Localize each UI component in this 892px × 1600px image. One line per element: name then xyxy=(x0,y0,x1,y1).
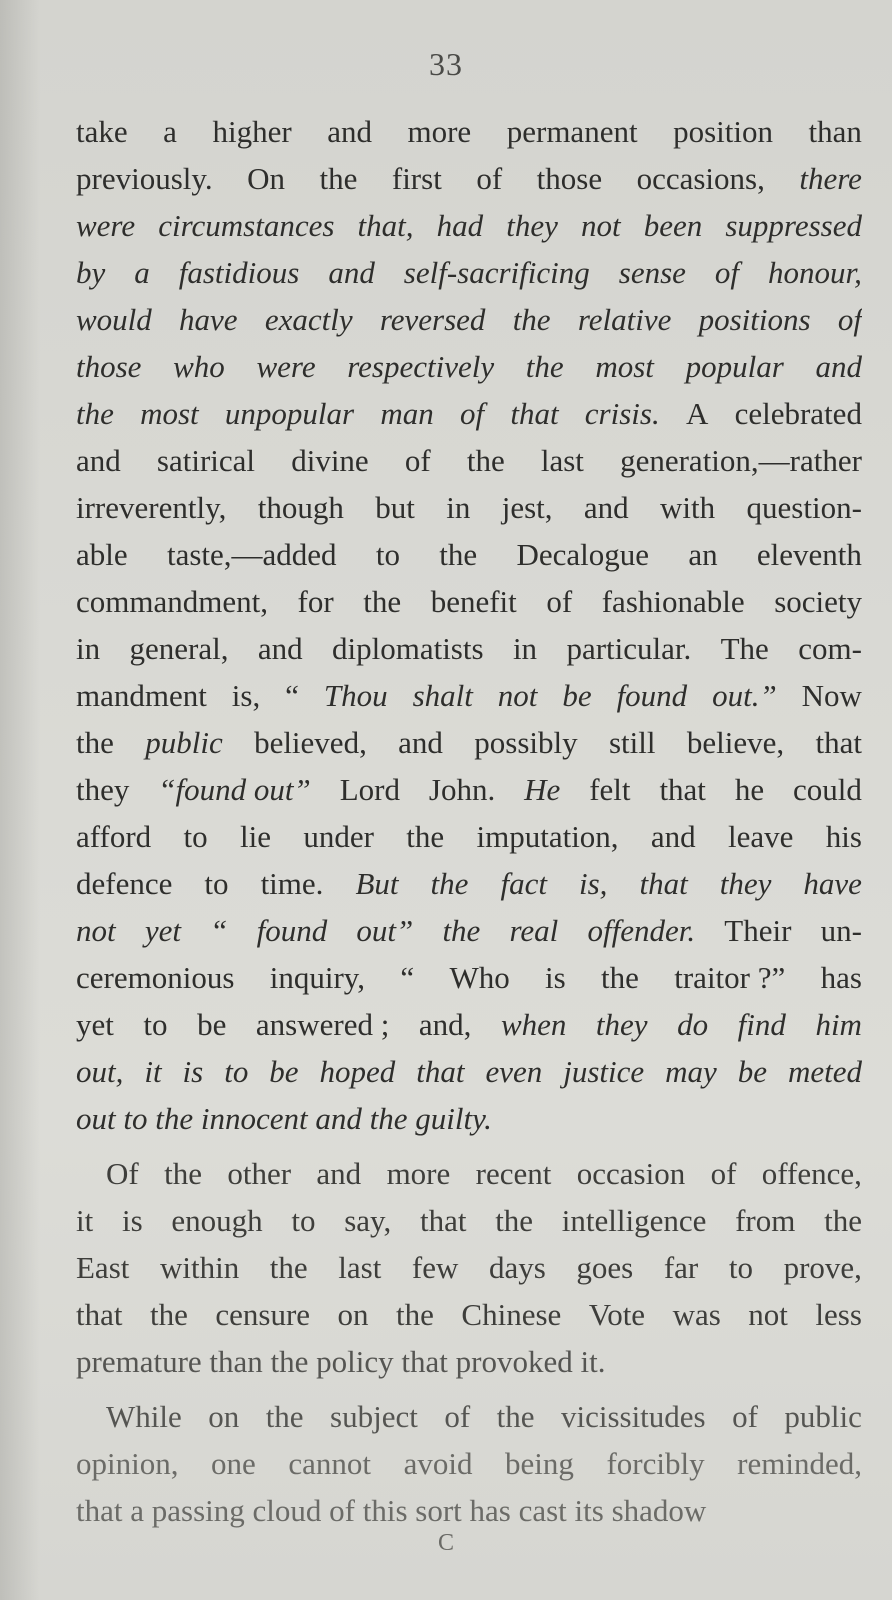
word: than xyxy=(808,114,862,149)
paragraph-gap xyxy=(76,1385,862,1393)
word: and xyxy=(398,725,443,760)
word: popular xyxy=(685,349,784,384)
word: under xyxy=(303,819,374,854)
word: do xyxy=(677,1007,709,1042)
word: Their xyxy=(724,913,792,948)
word: irreverently, xyxy=(76,490,227,525)
word: last xyxy=(540,443,584,478)
word: far xyxy=(663,1250,699,1285)
word: to xyxy=(143,1007,168,1042)
word: opinion, xyxy=(76,1446,179,1481)
word: cast xyxy=(518,1493,567,1528)
word: and xyxy=(76,443,121,478)
word: have xyxy=(803,866,862,901)
word: suppressed xyxy=(725,208,862,243)
word: they xyxy=(506,208,558,243)
text-line xyxy=(76,1095,862,1142)
word: self-sacrificing xyxy=(403,255,590,290)
word: generation,—rather xyxy=(620,443,862,478)
word: public xyxy=(145,725,223,760)
word: the xyxy=(496,1399,535,1434)
word: prove, xyxy=(783,1250,862,1285)
word: traitor ?” xyxy=(674,960,786,995)
word: have xyxy=(179,302,238,337)
word: recent xyxy=(475,1156,552,1191)
word: He xyxy=(524,772,561,807)
word: able xyxy=(76,537,128,572)
word: that xyxy=(419,1203,467,1238)
word: still xyxy=(608,725,656,760)
word: innocent xyxy=(200,1101,308,1136)
word: “ xyxy=(285,678,299,713)
word: is, xyxy=(231,678,261,713)
word: he xyxy=(734,772,765,807)
word: East xyxy=(76,1250,130,1285)
word: the xyxy=(270,1344,309,1379)
word: of xyxy=(404,443,431,478)
word: defence xyxy=(76,866,173,901)
word: sort xyxy=(415,1493,462,1528)
word: provoked xyxy=(455,1344,573,1379)
word: afford xyxy=(76,819,152,854)
word: fastidious xyxy=(178,255,300,290)
word: and xyxy=(815,349,862,384)
word: and xyxy=(328,255,375,290)
text-line xyxy=(76,1440,862,1487)
word: out” xyxy=(356,913,414,948)
word: the xyxy=(442,913,481,948)
word: within xyxy=(159,1250,240,1285)
word: in xyxy=(446,490,471,525)
word: to xyxy=(291,1203,316,1238)
word: the xyxy=(601,960,639,995)
word: those xyxy=(536,161,603,196)
word: and xyxy=(316,1156,362,1191)
word: this xyxy=(362,1493,408,1528)
word: be xyxy=(562,678,592,713)
word: would xyxy=(76,302,152,337)
word: and xyxy=(327,114,372,149)
text-line xyxy=(76,296,862,343)
word: believed, xyxy=(254,725,367,760)
word: the xyxy=(164,1156,202,1191)
word: satirical xyxy=(156,443,256,478)
word: less xyxy=(815,1297,862,1332)
word: “ xyxy=(400,960,415,995)
word: ceremonious xyxy=(76,960,235,995)
word: in xyxy=(512,631,538,666)
text-line xyxy=(76,813,862,860)
word: be xyxy=(197,1007,227,1042)
word: few xyxy=(411,1250,459,1285)
word: reversed xyxy=(379,302,486,337)
word: believe, xyxy=(686,725,785,760)
word: taste,—added xyxy=(166,537,337,572)
text-line xyxy=(76,1291,862,1338)
word: the xyxy=(495,1203,534,1238)
text-line xyxy=(76,343,862,390)
word: of xyxy=(710,1156,737,1191)
word: reminded, xyxy=(737,1446,862,1481)
word: out xyxy=(76,1101,116,1136)
word: the xyxy=(269,1250,308,1285)
word: to xyxy=(728,1250,753,1285)
word: Thou xyxy=(323,678,388,713)
word: On xyxy=(247,161,285,196)
word: but xyxy=(375,490,415,525)
word: intelligence xyxy=(561,1203,707,1238)
word: that xyxy=(416,1054,465,1089)
word: “ xyxy=(210,913,228,948)
signature-mark: C xyxy=(437,1530,454,1556)
word: it. xyxy=(580,1344,606,1379)
word: of xyxy=(837,302,862,337)
word: that xyxy=(76,1493,123,1528)
word: Vote xyxy=(588,1297,646,1332)
word: jest, xyxy=(501,490,553,525)
word: the xyxy=(265,1399,304,1434)
text-line xyxy=(76,390,862,437)
word: vicissitudes xyxy=(560,1399,706,1434)
word: its xyxy=(574,1493,604,1528)
text-line xyxy=(76,1244,862,1291)
word: him xyxy=(815,1007,862,1042)
word: occasion xyxy=(576,1156,686,1191)
word: the xyxy=(439,537,478,572)
word: hoped xyxy=(319,1054,396,1089)
word: policy xyxy=(316,1344,394,1379)
word: they xyxy=(76,772,130,807)
word: respectively xyxy=(347,349,495,384)
word: of xyxy=(546,584,573,619)
word: higher xyxy=(212,114,292,149)
word: society xyxy=(774,584,862,619)
word: shalt xyxy=(412,678,473,713)
word: they xyxy=(595,1007,648,1042)
word: passing xyxy=(151,1493,245,1528)
word: it xyxy=(144,1054,162,1089)
word: than xyxy=(209,1344,263,1379)
word: not xyxy=(748,1297,788,1332)
word: offender. xyxy=(587,913,696,948)
word: has xyxy=(469,1493,511,1528)
word: the xyxy=(155,1101,194,1136)
word: offence, xyxy=(761,1156,862,1191)
word: Who xyxy=(449,960,510,995)
word: not xyxy=(497,678,538,713)
word: is xyxy=(545,960,566,995)
text-line xyxy=(76,108,862,155)
word: the xyxy=(369,1101,408,1136)
word: could xyxy=(793,772,862,807)
word: one xyxy=(211,1446,256,1481)
word: and xyxy=(650,819,696,854)
word: of xyxy=(459,396,485,431)
word: Decalogue xyxy=(516,537,650,572)
word: guilty. xyxy=(415,1101,492,1136)
word: was xyxy=(672,1297,721,1332)
word: and, xyxy=(418,1007,472,1042)
word: question- xyxy=(746,490,862,525)
word: real xyxy=(509,913,559,948)
word: diplomatists xyxy=(331,631,484,666)
word: answered ; xyxy=(255,1007,390,1042)
word: other xyxy=(227,1156,292,1191)
word: the xyxy=(363,584,402,619)
paragraph-gap xyxy=(76,1142,862,1150)
word: eleventh xyxy=(756,537,862,572)
word: enough xyxy=(171,1203,263,1238)
word: out.” xyxy=(712,678,777,713)
word: occasions, xyxy=(636,161,765,196)
text-line xyxy=(76,155,862,202)
word: the xyxy=(76,396,114,431)
word: of xyxy=(444,1399,471,1434)
word: to xyxy=(123,1101,148,1136)
word: most xyxy=(595,349,654,384)
word: may xyxy=(665,1054,717,1089)
word: a xyxy=(130,1493,145,1528)
word: justice xyxy=(563,1054,645,1089)
word: the xyxy=(512,302,551,337)
word: crisis. xyxy=(584,396,660,431)
word: unpopular xyxy=(224,396,355,431)
word: from xyxy=(735,1203,796,1238)
word: the xyxy=(406,819,445,854)
word: to xyxy=(375,537,400,572)
word: sense xyxy=(618,255,686,290)
word: is xyxy=(121,1203,143,1238)
word: shadow xyxy=(611,1493,707,1528)
word: by xyxy=(76,255,106,290)
word: to xyxy=(204,866,229,901)
word: an xyxy=(688,537,718,572)
word: yet xyxy=(144,913,181,948)
word: been xyxy=(643,208,703,243)
text-line xyxy=(76,1487,862,1534)
word: on xyxy=(208,1399,240,1434)
word: the xyxy=(319,161,358,196)
word: take xyxy=(76,114,128,149)
word: that xyxy=(815,725,862,760)
word: felt xyxy=(589,772,631,807)
word: goes xyxy=(576,1250,634,1285)
text-line xyxy=(76,954,862,1001)
word: is, xyxy=(578,866,608,901)
word: meted xyxy=(787,1054,862,1089)
word: for xyxy=(297,584,334,619)
word: those xyxy=(76,349,142,384)
text-line xyxy=(76,578,862,625)
word: yet xyxy=(76,1007,114,1042)
text-line xyxy=(76,1393,862,1440)
word: had xyxy=(436,208,484,243)
word: the xyxy=(430,866,469,901)
word: honour, xyxy=(768,255,862,290)
word: censure xyxy=(215,1297,311,1332)
page-gutter-shadow xyxy=(0,0,40,1600)
word: John. xyxy=(428,772,496,807)
word: found xyxy=(256,913,328,948)
text-line xyxy=(76,202,862,249)
word: and xyxy=(583,490,629,525)
word: circumstances xyxy=(158,208,335,243)
word: A xyxy=(685,396,709,431)
text-line xyxy=(76,860,862,907)
word: possibly xyxy=(474,725,578,760)
word: position xyxy=(673,114,773,149)
text-line xyxy=(76,1150,862,1197)
text-line xyxy=(76,249,862,296)
word: The xyxy=(720,631,769,666)
word: cannot xyxy=(288,1446,372,1481)
word: say, xyxy=(344,1203,392,1238)
word: “found out” xyxy=(158,772,311,807)
word: lie xyxy=(239,819,271,854)
word: But xyxy=(355,866,399,901)
word: fashionable xyxy=(601,584,745,619)
word: the xyxy=(396,1297,434,1332)
word: it xyxy=(76,1203,94,1238)
text-line xyxy=(76,907,862,954)
word: forcibly xyxy=(606,1446,705,1481)
word: when xyxy=(500,1007,567,1042)
word: out, xyxy=(76,1054,124,1089)
word: were xyxy=(256,349,316,384)
word: that xyxy=(510,396,559,431)
word: subject xyxy=(330,1399,418,1434)
word: celebrated xyxy=(734,396,862,431)
word: first xyxy=(391,161,442,196)
word: has xyxy=(820,960,862,995)
word: there xyxy=(799,161,862,196)
text-line xyxy=(76,1001,862,1048)
word: of xyxy=(714,255,740,290)
word: the xyxy=(76,725,114,760)
word: relative xyxy=(577,302,672,337)
word: a xyxy=(134,255,150,290)
word: were xyxy=(76,208,136,243)
word: inquiry, xyxy=(269,960,366,995)
text-line xyxy=(76,625,862,672)
word: Lord xyxy=(339,772,400,807)
word: and xyxy=(315,1101,362,1136)
word: more xyxy=(407,114,472,149)
word: who xyxy=(173,349,225,384)
word: the xyxy=(466,443,505,478)
word: imputation, xyxy=(476,819,619,854)
word: being xyxy=(505,1446,574,1481)
word: of xyxy=(329,1493,355,1528)
word: mandment xyxy=(76,678,207,713)
body-text xyxy=(76,108,862,1534)
word: previously. xyxy=(76,161,213,196)
text-line xyxy=(76,531,862,578)
word: avoid xyxy=(403,1446,473,1481)
word: un- xyxy=(820,913,862,948)
text-line xyxy=(76,719,862,766)
word: found xyxy=(616,678,688,713)
word: find xyxy=(737,1007,786,1042)
word: to xyxy=(224,1054,249,1089)
word: fact xyxy=(500,866,547,901)
word: positions xyxy=(698,302,811,337)
word: is xyxy=(182,1054,204,1089)
word: Chinese xyxy=(461,1297,562,1332)
word: time. xyxy=(260,866,324,901)
word: the xyxy=(150,1297,188,1332)
word: with xyxy=(660,490,716,525)
word: and xyxy=(257,631,303,666)
word: exactly xyxy=(264,302,353,337)
word: the xyxy=(824,1203,862,1238)
word: general, xyxy=(129,631,229,666)
word: that, xyxy=(357,208,414,243)
text-line xyxy=(76,1197,862,1244)
text-line xyxy=(76,484,862,531)
word: they xyxy=(719,866,772,901)
word: public xyxy=(784,1399,862,1434)
word: permanent xyxy=(506,114,638,149)
word: While xyxy=(106,1399,182,1434)
word: the xyxy=(525,349,564,384)
text-line xyxy=(76,672,862,719)
word: benefit xyxy=(430,584,517,619)
word: more xyxy=(386,1156,451,1191)
word: in xyxy=(76,631,101,666)
word: leave xyxy=(728,819,794,854)
text-line xyxy=(76,1048,862,1095)
word: man xyxy=(380,396,434,431)
word: last xyxy=(338,1250,382,1285)
word: of xyxy=(476,161,503,196)
word: cloud xyxy=(252,1493,322,1528)
word: even xyxy=(485,1054,543,1089)
word: his xyxy=(825,819,862,854)
word: not xyxy=(580,208,621,243)
word: to xyxy=(183,819,208,854)
word: on xyxy=(337,1297,369,1332)
word: commandment, xyxy=(76,584,268,619)
word: com- xyxy=(798,631,862,666)
word: a xyxy=(163,114,177,149)
word: Of xyxy=(106,1156,139,1191)
word: days xyxy=(489,1250,546,1285)
word: though xyxy=(257,490,344,525)
word: premature xyxy=(76,1344,202,1379)
word: that xyxy=(659,772,706,807)
word: Now xyxy=(801,678,862,713)
text-line xyxy=(76,1338,862,1385)
word: that xyxy=(76,1297,123,1332)
word: of xyxy=(732,1399,758,1434)
word: be xyxy=(269,1054,299,1089)
word: particular. xyxy=(566,631,692,666)
word: not xyxy=(76,913,116,948)
text-line xyxy=(76,437,862,484)
word: that xyxy=(401,1344,448,1379)
word: divine xyxy=(291,443,369,478)
text-line xyxy=(76,766,862,813)
page-number: 33 xyxy=(429,46,463,82)
word: that xyxy=(639,866,688,901)
word: most xyxy=(140,396,199,431)
word: be xyxy=(737,1054,767,1089)
